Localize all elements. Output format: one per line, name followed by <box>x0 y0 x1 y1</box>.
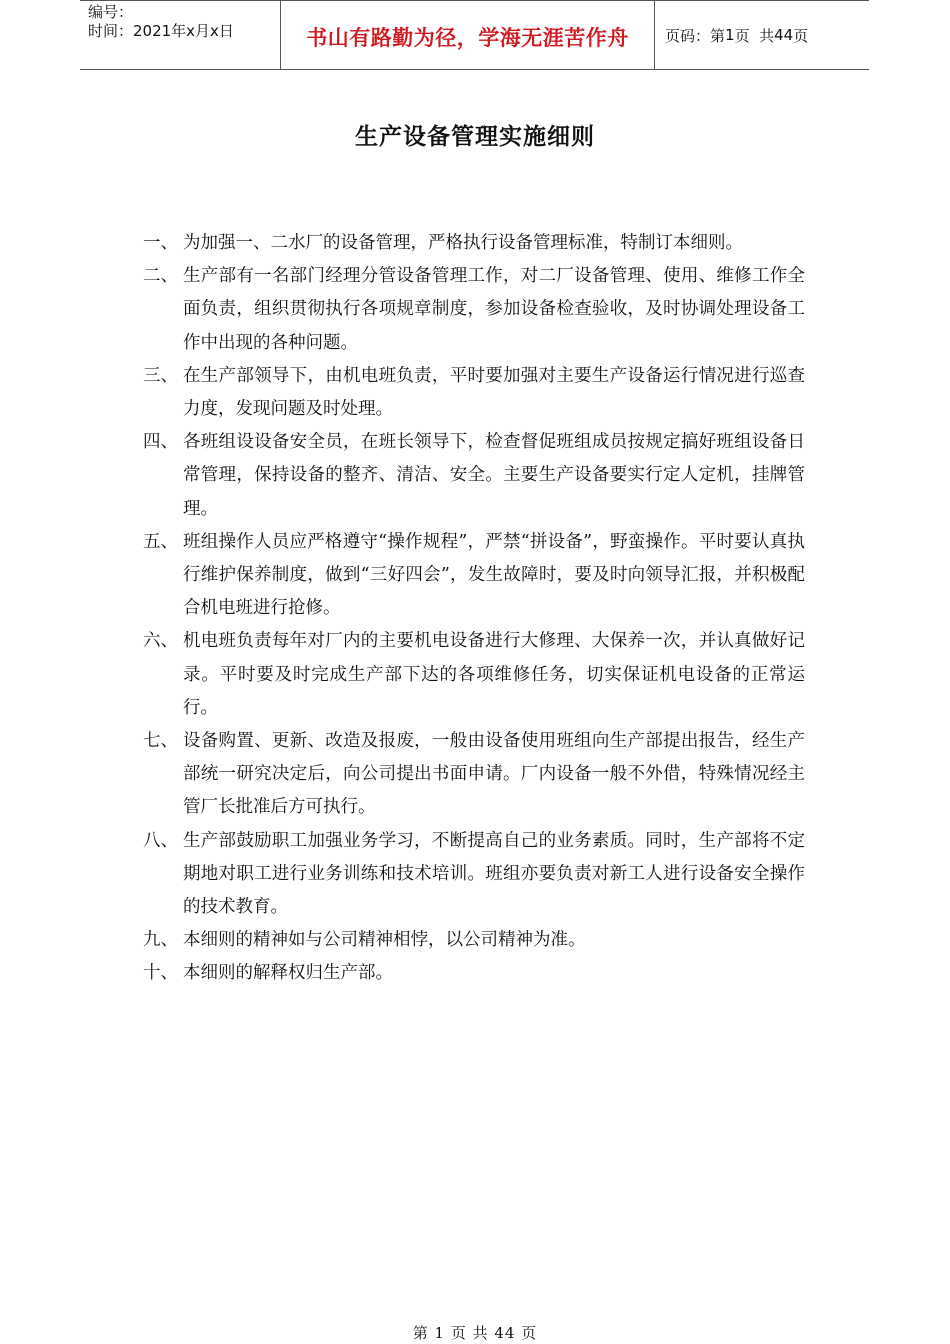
clause-number: 十、 <box>143 963 178 984</box>
clause-number: 三、 <box>143 365 178 386</box>
footer-prefix: 第 <box>412 1324 435 1342</box>
document-header <box>80 0 869 70</box>
clause-number: 九、 <box>143 930 178 951</box>
clause-item <box>143 360 823 426</box>
header-page-current: 1 <box>725 26 735 44</box>
footer-total-pages: 44 <box>494 1324 516 1342</box>
clause-text: 设备购置、更新、改造及报废，一般由设备使用班组向生产部提出报告，经生产部统一研究决定后，向公司提出书面申请。厂内设备一般不外借，特殊情况经主管厂长批准后方可执行。 <box>183 731 805 818</box>
clause-item <box>143 625 823 725</box>
clause-text: 生产部鼓励职工加强业务学习，不断提高自己的业务素质。同时，生产部将不定期地对职工进行业务训练和技术培训。班组亦要负责对新工人进行设备安全操作的技术教育。 <box>183 830 805 918</box>
clause-item <box>143 957 823 990</box>
clause-text: 班组操作人员应严格遵守“操作规程”，严禁“拼设备”，野蛮操作。平时要认真执行维护保养制度，做到“三好四会”，发生故障时，要及时向领导汇报，并积极配合机电班进行抢修。 <box>183 531 805 619</box>
header-motto: 书山有路勤为径，学海无涯苦作舟 <box>306 26 629 50</box>
clause-number: 二、 <box>143 266 178 287</box>
document-number-label: 编号： <box>88 3 134 21</box>
clause-item <box>143 526 823 626</box>
clause-text: 机电班负责每年对厂内的主要机电设备进行大修理、大保养一次，并认真做好记录。平时要及时完成生产部下达的各项维修任务，切实保证机电设备的正常运行。 <box>183 631 805 718</box>
clause-text: 生产部有一名部门经理分管设备管理工作，对二厂设备管理、使用、维修工作全面负责，组织贯彻执行各项规章制度，参加设备检查验收，及时协调处理设备工作中出现的各种问题。 <box>183 266 805 353</box>
clause-text: 各班组设设备安全员，在班长领导下，检查督促班组成员按规定搞好班组设备日常管理，保持设备的整齐、清洁、安全。主要生产设备要实行定人定机，挂牌管理。 <box>183 432 805 519</box>
clause-item <box>143 426 823 526</box>
header-page-prefix: 页码：第 <box>665 26 726 45</box>
clause-number: 一、 <box>143 233 178 253</box>
document-time-label: 时间：2021年x月x日 <box>88 22 234 40</box>
header-page-total: 44 <box>774 26 794 44</box>
clause-text: 本细则的精神如与公司精神相悖，以公司精神为准。 <box>183 930 586 951</box>
header-motto-cell <box>281 1 655 69</box>
document-title: 生产设备管理实施细则 <box>355 124 595 150</box>
clause-text: 为加强一、二水厂的设备管理，严格执行设备管理标准，特制订本细则。 <box>183 233 743 253</box>
footer-middle: 页 共 <box>445 1324 495 1342</box>
clause-text: 在生产部领导下，由机电班负责，平时要加强对主要生产设备运行情况进行巡查力度，发现问题及时处理。 <box>183 365 805 420</box>
header-page-middle: 页 共 <box>734 26 775 45</box>
clause-number: 四、 <box>143 432 178 453</box>
clause-number: 五、 <box>143 531 178 552</box>
clause-number: 七、 <box>143 731 178 752</box>
clause-item <box>143 725 823 825</box>
clause-item <box>143 924 823 957</box>
footer-current-page: 1 <box>434 1324 446 1342</box>
clause-item <box>143 825 823 925</box>
header-page-suffix: 页 <box>793 26 809 45</box>
header-meta-cell <box>80 1 281 69</box>
clause-number: 八、 <box>143 830 178 851</box>
clause-list <box>143 227 823 991</box>
clause-item <box>143 227 823 260</box>
clause-text: 本细则的解释权归生产部。 <box>183 963 393 984</box>
page-footer <box>0 1322 950 1343</box>
clause-item <box>143 260 823 360</box>
header-page-cell <box>655 1 869 69</box>
footer-suffix: 页 <box>515 1324 538 1342</box>
clause-number: 六、 <box>143 631 178 652</box>
